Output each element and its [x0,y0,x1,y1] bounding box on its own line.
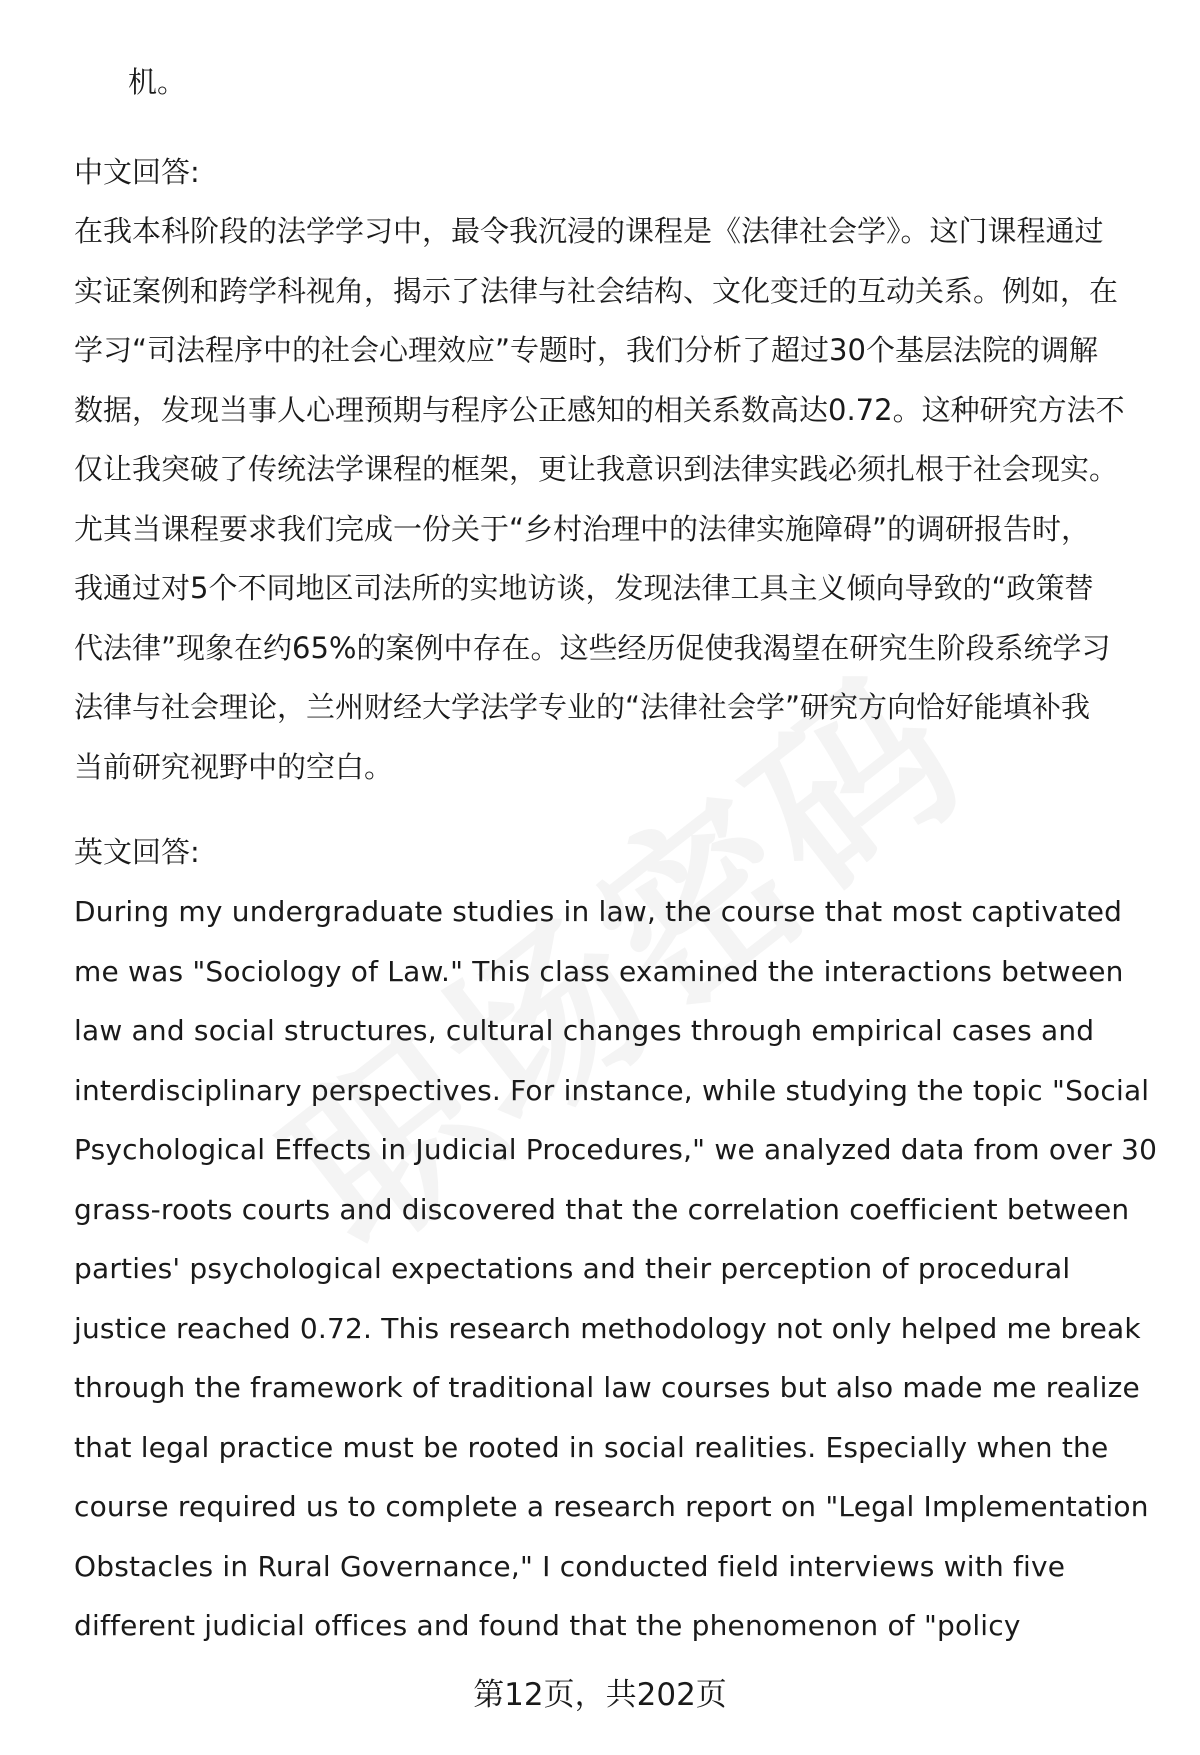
english-answer-line: law and social structures, cultural changes through empirical cases and [74,1014,1095,1047]
english-answer-line: Obstacles in Rural Governance," I conducted field interviews with five [74,1549,1066,1583]
chinese-answer-line: 尤其当课程要求我们完成一份关于“乡村治理中的法律实施障碍”的调研报告时， [74,511,1091,546]
english-answer-line: that legal practice must be rooted in social realities. Especially when the [74,1430,1109,1464]
chinese-answer-line: 仅让我突破了传统法学课程的框架，更让我意识到法律实践必须扎根于社会现实。 [74,452,1119,486]
english-answer-section [74,822,1158,1656]
chinese-answer-line: 代法律”现象在约65%的案例中存在。这些经历促使我渴望在研究生阶段系统学习 [74,630,1111,665]
english-answer-line: course required us to complete a research report on "Legal Implementation [74,1490,1149,1523]
english-answer-line: During my undergraduate studies in law, the course that most captivated [74,895,1123,928]
english-answer-line: justice reached 0.72. This research methodology not only helped me break [74,1311,1141,1345]
chinese-answer-line: 实证案例和跨学科视角，揭示了法律与社会结构、文化变迁的互动关系。例如，在 [74,273,1119,308]
chinese-answer-line: 法律与社会理论，兰州财经大学法学专业的“法律社会学”研究方向恰好能填补我 [74,690,1091,724]
english-answer-line: me was "Sociology of Law." This class examined the interactions between [74,954,1124,988]
continuation-text: 机。 [128,65,187,99]
english-answer-line: Psychological Effects in Judicial Procedures," we analyzed data from over 30 [74,1133,1158,1166]
page-number: 第12页，共202页 [473,1677,727,1713]
chinese-answer-line: 在我本科阶段的法学学习中，最令我沉浸的课程是《法律社会学》。这门课程通过 [74,214,1104,248]
chinese-answer-heading: 中文回答: [74,155,200,189]
english-answer-line: parties' psychological expectations and their perception of procedural [74,1252,1071,1285]
english-answer-heading: 英文回答: [74,835,200,869]
chinese-answer-section [74,142,1154,797]
chinese-answer-line: 数据，发现当事人心理预期与程序公正感知的相关系数高达0.72。这种研究方法不 [74,392,1125,427]
chinese-answer-line: 我通过对5个不同地区司法所的实地访谈，发现法律工具主义倾向导致的“政策替 [74,571,1094,605]
english-answer-line: through the framework of traditional law courses but also made me realize [74,1371,1140,1404]
chinese-answer-line: 学习“司法程序中的社会心理效应”专题时，我们分析了超过30个基层法院的调解 [74,333,1098,367]
english-answer-line: grass-roots courts and discovered that the correlation coefficient between [74,1192,1130,1226]
english-answer-line: interdisciplinary perspectives. For instance, while studying the topic "Social [74,1073,1150,1107]
chinese-answer-line: 当前研究视野中的空白。 [74,749,394,784]
english-answer-line: different judicial offices and found that the phenomenon of "policy [74,1609,1021,1642]
